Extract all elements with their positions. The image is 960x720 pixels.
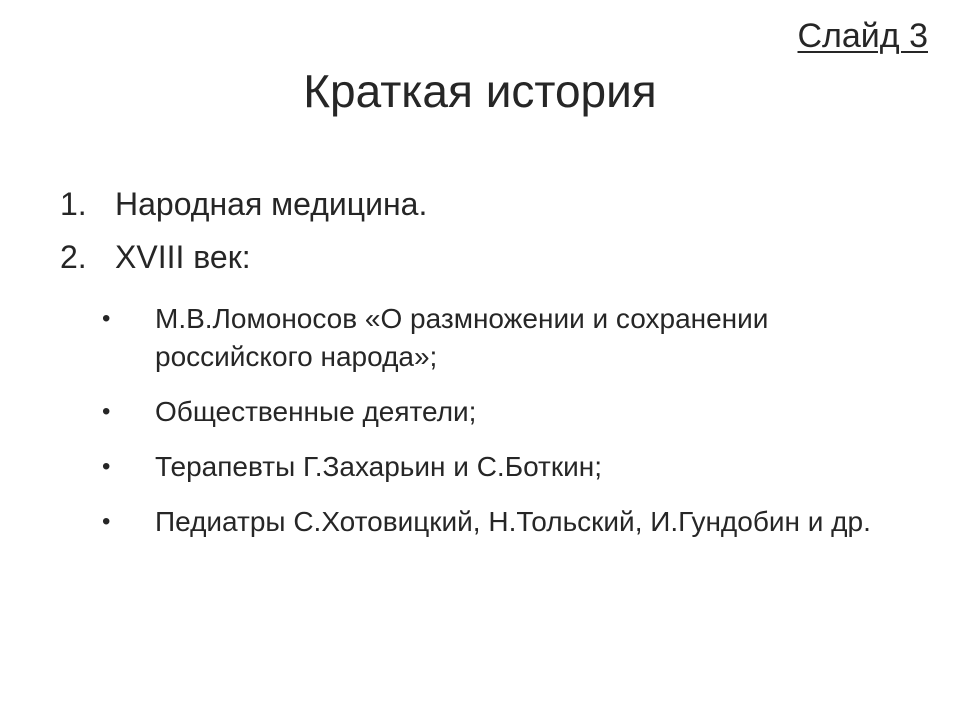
bullet-list xyxy=(100,300,880,558)
list-number: 1. xyxy=(60,186,87,222)
bullet-item xyxy=(100,300,880,376)
bullet-item xyxy=(100,393,880,431)
bullet-icon: • xyxy=(102,398,111,425)
list-number: 2. xyxy=(60,238,87,275)
bullet-item-text: М.В.Ломоносов «О размножении и сохранении российского народа»; xyxy=(155,303,769,372)
numbered-item xyxy=(60,235,920,280)
numbered-list xyxy=(60,182,920,288)
bullet-item-text: Общественные деятели; xyxy=(155,396,477,427)
bullet-item xyxy=(100,503,880,541)
bullet-icon: • xyxy=(102,508,111,535)
bullet-item xyxy=(100,448,880,486)
numbered-item-text: XVIII век: xyxy=(115,238,251,275)
numbered-item-text: Народная медицина. xyxy=(115,186,428,222)
bullet-icon: • xyxy=(102,305,111,332)
slide-title: Краткая история xyxy=(303,65,657,117)
numbered-item xyxy=(60,182,920,227)
bullet-item-text: Терапевты Г.Захарьин и С.Боткин; xyxy=(155,451,602,482)
slide-number[interactable]: Слайд 3 xyxy=(797,17,928,55)
bullet-item-text: Педиатры С.Хотовицкий, Н.Тольский, И.Гундобин и др. xyxy=(155,506,871,537)
bullet-icon: • xyxy=(102,453,111,480)
